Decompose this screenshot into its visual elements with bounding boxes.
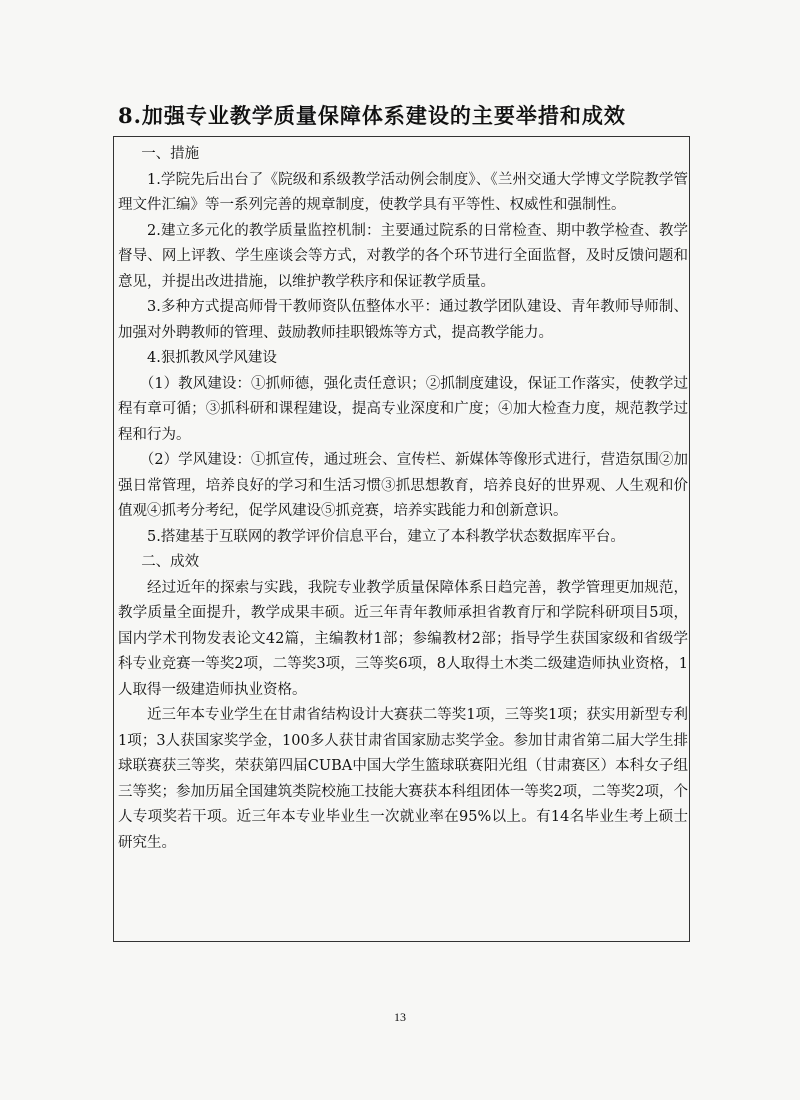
paragraph-measure-5: 5.搭建基于互联网的教学评价信息平台，建立了本科教学状态数据库平台。 — [147, 528, 625, 545]
paragraph-results-2: 近三年本专业学生在甘肃省结构设计大赛获二等奖1项，三等奖1项；获实用新型专利1项；3人获国家奖学金，100多人获甘肃省国家励志奖学金。参加甘肃省第二届大学生排球联赛获三等奖，荣获第四届CUBA中国大学生篮球联赛阳光组（甘肃赛区）本科女子组三等奖；参加历届全国建筑类院校施工技能大赛获本科组团体一等奖2项，二等奖2项，个人专项奖若干项。近三年本专业毕业生一次就业率在95%以上。有14名毕业生考上硕士研究生。 — [118, 707, 688, 851]
page-title: 8.加强专业教学质量保障体系建设的主要举措和成效 — [118, 103, 626, 128]
paragraph-study-style: （2）学风建设：①抓宣传，通过班会、宣传栏、新媒体等像形式进行，营造氛围②加强日常管理，培养良好的学习和生活习惯③抓思想教育，培养良好的世界观、人生观和价值观④抓考分考纪，促学风建设⑤抓竞赛，培养实践能力和创新意识。 — [118, 452, 688, 519]
page-number: 13 — [394, 1010, 406, 1024]
paragraph-measure-3: 3.多种方式提高师骨干教师资队伍整体水平：通过教学团队建设、青年教师导师制、加强对外聘教师的管理、鼓励教师挂职锻炼等方式，提高教学能力。 — [118, 299, 688, 341]
paragraph-measure-1: 1.学院先后出台了《院级和系级教学活动例会制度》、《兰州交通大学博文学院教学管理文件汇编》等一系列完善的规章制度，使教学具有平等性、权威性和强制性。 — [118, 171, 688, 213]
paragraph-teaching-style: （1）教风建设：①抓师德，强化责任意识；②抓制度建设，保证工作落实，使教学过程有章可循；③抓科研和课程建设，提高专业深度和广度；④加大检查力度，规范教学过程和行为。 — [118, 375, 688, 443]
paragraph-results-1: 经过近年的探索与实践，我院专业教学质量保障体系日趋完善，教学管理更加规范，教学质量全面提升，教学成果丰硕。近三年青年教师承担省教育厅和学院科研项目5项，国内学术刊物发表论文42篇，主编教材1部；参编教材2部；指导学生获国家级和省级学科专业竞赛一等奖2项，二等奖3项，三等奖6项，8人取得土木类二级建造师执业资格，1人取得一级建造师执业资格。 — [118, 579, 688, 698]
section-heading-results: 二、成效 — [141, 554, 200, 570]
paragraph-measure-4: 4.狠抓教风学风建设 — [147, 350, 277, 366]
section-heading-measures: 一、措施 — [141, 146, 200, 162]
paragraph-measure-2: 2.建立多元化的教学质量监控机制：主要通过院系的日常检查、期中教学检查、教学督导、网上评教、学生座谈会等方式，对教学的各个环节进行全面监督，及时反馈问题和意见，并提出改进措施，以维护教学秩序和保证教学质量。 — [118, 222, 688, 290]
content-body — [118, 142, 688, 856]
